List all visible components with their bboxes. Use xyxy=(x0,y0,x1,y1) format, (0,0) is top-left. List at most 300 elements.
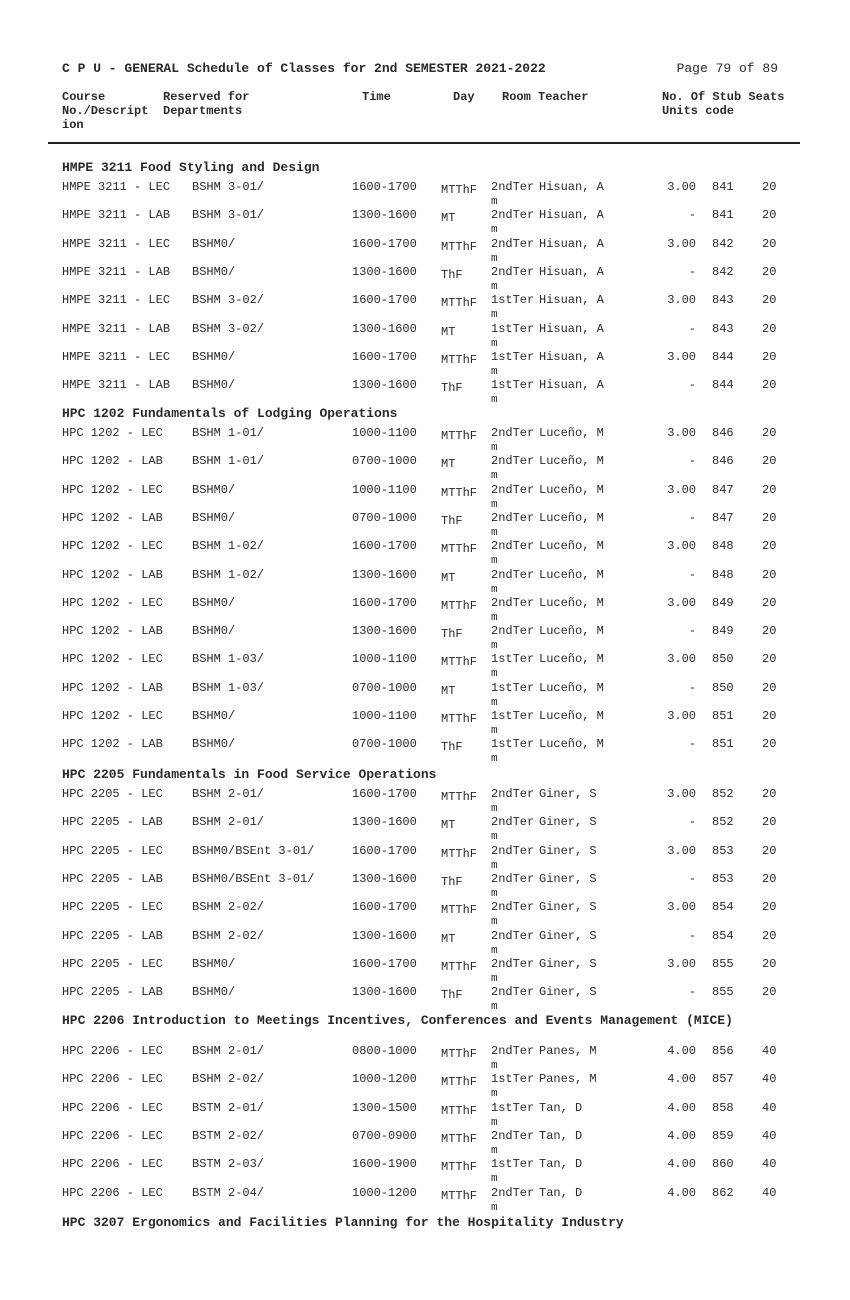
day-cell: ThF xyxy=(441,627,463,641)
units-cell: - xyxy=(688,681,696,695)
stub-code-cell: 851 xyxy=(712,737,734,751)
seats-cell: 20 xyxy=(762,350,777,364)
table-row xyxy=(0,787,850,815)
stub-code-cell: 850 xyxy=(712,681,734,695)
course-cell: HPC 1202 - LEC xyxy=(62,652,163,666)
time-cell: 0700-1000 xyxy=(352,737,417,751)
course-cell: HPC 1202 - LAB xyxy=(62,454,163,468)
stub-code-cell: 855 xyxy=(712,985,734,999)
department-cell: BSHM 1-03/ xyxy=(192,681,265,695)
teacher-overflow-cell: m xyxy=(491,224,498,236)
course-cell: HMPE 3211 - LEC xyxy=(62,237,171,251)
teacher-overflow-cell: m xyxy=(491,1001,498,1013)
room-cell: 2ndTer xyxy=(491,872,535,886)
day-cell: MTThF xyxy=(441,1047,478,1061)
teacher-cell: Hisuan, A xyxy=(539,265,604,279)
teacher-cell: Hisuan, A xyxy=(539,208,604,222)
course-cell: HPC 2205 - LAB xyxy=(62,929,163,943)
room-cell: 2ndTer xyxy=(491,1186,535,1200)
stub-code-cell: 841 xyxy=(712,208,734,222)
department-cell: BSHM0/ xyxy=(192,624,236,638)
day-cell: MT xyxy=(441,818,456,832)
stub-code-cell: 848 xyxy=(712,568,734,582)
teacher-cell: Hisuan, A xyxy=(539,322,604,336)
stub-code-cell: 842 xyxy=(712,237,734,251)
units-cell: 3.00 xyxy=(667,180,696,194)
seats-cell: 20 xyxy=(762,454,777,468)
teacher-overflow-cell: m xyxy=(491,697,498,709)
teacher-overflow-cell: m xyxy=(491,196,498,208)
stub-code-cell: 853 xyxy=(712,844,734,858)
day-cell: MTThF xyxy=(441,655,478,669)
units-cell: 3.00 xyxy=(667,652,696,666)
room-cell: 2ndTer xyxy=(491,180,535,194)
course-cell: HPC 1202 - LAB xyxy=(62,681,163,695)
course-cell: HPC 2206 - LEC xyxy=(62,1044,163,1058)
course-cell: HPC 2206 - LEC xyxy=(62,1186,163,1200)
stub-code-cell: 853 xyxy=(712,872,734,886)
day-cell: ThF xyxy=(441,988,463,1002)
units-cell: 3.00 xyxy=(667,844,696,858)
teacher-overflow-cell: m xyxy=(491,470,498,482)
stub-code-cell: 854 xyxy=(712,929,734,943)
table-row xyxy=(0,900,850,928)
column-header-course: Course No./Descript ion xyxy=(62,90,149,132)
units-cell: 3.00 xyxy=(667,426,696,440)
time-cell: 1600-1700 xyxy=(352,350,417,364)
units-cell: - xyxy=(688,568,696,582)
room-cell: 2ndTer xyxy=(491,596,535,610)
room-cell: 2ndTer xyxy=(491,624,535,638)
teacher-overflow-cell: m xyxy=(491,945,498,957)
table-row xyxy=(0,1101,850,1129)
course-cell: HPC 1202 - LEC xyxy=(62,426,163,440)
time-cell: 1600-1700 xyxy=(352,237,417,251)
room-cell: 2ndTer xyxy=(491,237,535,251)
room-cell: 1stTer xyxy=(491,1101,535,1115)
time-cell: 1600-1700 xyxy=(352,180,417,194)
day-cell: MTThF xyxy=(441,240,478,254)
units-cell: 3.00 xyxy=(667,237,696,251)
stub-code-cell: 859 xyxy=(712,1129,734,1143)
room-cell: 1stTer xyxy=(491,652,535,666)
day-cell: ThF xyxy=(441,740,463,754)
table-row xyxy=(0,265,850,293)
table-row xyxy=(0,652,850,680)
table-row xyxy=(0,815,850,843)
department-cell: BSHM0/ xyxy=(192,957,236,971)
teacher-overflow-cell: m xyxy=(491,527,498,539)
table-row xyxy=(0,539,850,567)
table-row xyxy=(0,483,850,511)
stub-code-cell: 852 xyxy=(712,815,734,829)
teacher-cell: Giner, S xyxy=(539,957,597,971)
teacher-overflow-cell: m xyxy=(491,1088,498,1100)
seats-cell: 20 xyxy=(762,596,777,610)
teacher-overflow-cell: m xyxy=(491,499,498,511)
department-cell: BSHM0/BSEnt 3-01/ xyxy=(192,872,315,886)
teacher-cell: Hisuan, A xyxy=(539,180,604,194)
seats-cell: 20 xyxy=(762,237,777,251)
teacher-cell: Luceño, M xyxy=(539,454,604,468)
table-row xyxy=(0,1072,850,1100)
time-cell: 1300-1600 xyxy=(352,378,417,392)
day-cell: MTThF xyxy=(441,599,478,613)
teacher-overflow-cell: m xyxy=(491,555,498,567)
day-cell: MT xyxy=(441,571,456,585)
table-row xyxy=(0,844,850,872)
units-cell: 4.00 xyxy=(667,1129,696,1143)
teacher-overflow-cell: m xyxy=(491,338,498,350)
seats-cell: 20 xyxy=(762,815,777,829)
time-cell: 1300-1600 xyxy=(352,815,417,829)
seats-cell: 20 xyxy=(762,957,777,971)
day-cell: MTThF xyxy=(441,712,478,726)
column-header-reserved: Reserved for Departments xyxy=(163,90,250,118)
seats-cell: 40 xyxy=(762,1157,777,1171)
day-cell: MT xyxy=(441,211,456,225)
table-row xyxy=(0,293,850,321)
table-row xyxy=(0,322,850,350)
stub-code-cell: 846 xyxy=(712,426,734,440)
teacher-cell: Giner, S xyxy=(539,815,597,829)
seats-cell: 20 xyxy=(762,929,777,943)
department-cell: BSTM 2-01/ xyxy=(192,1101,265,1115)
time-cell: 1600-1700 xyxy=(352,596,417,610)
day-cell: MT xyxy=(441,325,456,339)
time-cell: 1300-1600 xyxy=(352,322,417,336)
course-cell: HPC 2205 - LEC xyxy=(62,844,163,858)
room-cell: 2ndTer xyxy=(491,844,535,858)
teacher-cell: Hisuan, A xyxy=(539,237,604,251)
seats-cell: 40 xyxy=(762,1186,777,1200)
stub-code-cell: 851 xyxy=(712,709,734,723)
course-cell: HMPE 3211 - LAB xyxy=(62,322,171,336)
units-cell: 4.00 xyxy=(667,1186,696,1200)
teacher-cell: Luceño, M xyxy=(539,568,604,582)
course-cell: HPC 1202 - LAB xyxy=(62,511,163,525)
teacher-overflow-cell: m xyxy=(491,1173,498,1185)
table-row xyxy=(0,872,850,900)
seats-cell: 20 xyxy=(762,709,777,723)
time-cell: 1600-1700 xyxy=(352,957,417,971)
table-row xyxy=(0,511,850,539)
units-cell: 3.00 xyxy=(667,709,696,723)
teacher-overflow-cell: m xyxy=(491,640,498,652)
teacher-overflow-cell: m xyxy=(491,1202,498,1214)
stub-code-cell: 854 xyxy=(712,900,734,914)
day-cell: MTThF xyxy=(441,353,478,367)
time-cell: 1300-1500 xyxy=(352,1101,417,1115)
header-divider xyxy=(48,142,800,144)
units-cell: 3.00 xyxy=(667,787,696,801)
time-cell: 0800-1000 xyxy=(352,1044,417,1058)
course-cell: HPC 2206 - LEC xyxy=(62,1129,163,1143)
teacher-cell: Giner, S xyxy=(539,985,597,999)
table-row xyxy=(0,709,850,737)
room-cell: 2ndTer xyxy=(491,787,535,801)
day-cell: MTThF xyxy=(441,847,478,861)
department-cell: BSHM 1-01/ xyxy=(192,454,265,468)
course-cell: HPC 2205 - LAB xyxy=(62,985,163,999)
day-cell: ThF xyxy=(441,381,463,395)
time-cell: 1300-1600 xyxy=(352,265,417,279)
teacher-overflow-cell: m xyxy=(491,831,498,843)
time-cell: 1300-1600 xyxy=(352,985,417,999)
course-cell: HMPE 3211 - LAB xyxy=(62,378,171,392)
course-cell: HMPE 3211 - LAB xyxy=(62,208,171,222)
room-cell: 1stTer xyxy=(491,1157,535,1171)
department-cell: BSTM 2-03/ xyxy=(192,1157,265,1171)
department-cell: BSHM0/ xyxy=(192,350,236,364)
section-title: HPC 2205 Fundamentals in Food Service Operations xyxy=(62,767,437,782)
room-cell: 2ndTer xyxy=(491,265,535,279)
table-row xyxy=(0,350,850,378)
teacher-overflow-cell: m xyxy=(491,394,498,406)
department-cell: BSTM 2-04/ xyxy=(192,1186,265,1200)
department-cell: BSHM 3-02/ xyxy=(192,322,265,336)
teacher-cell: Hisuan, A xyxy=(539,293,604,307)
table-row xyxy=(0,568,850,596)
units-cell: - xyxy=(688,265,696,279)
seats-cell: 20 xyxy=(762,681,777,695)
room-cell: 2ndTer xyxy=(491,815,535,829)
room-cell: 2ndTer xyxy=(491,539,535,553)
seats-cell: 40 xyxy=(762,1044,777,1058)
teacher-overflow-cell: m xyxy=(491,442,498,454)
day-cell: MTThF xyxy=(441,429,478,443)
room-cell: 2ndTer xyxy=(491,454,535,468)
page-header xyxy=(62,61,778,77)
department-cell: BSHM 2-01/ xyxy=(192,787,265,801)
time-cell: 1000-1200 xyxy=(352,1072,417,1086)
units-cell: - xyxy=(688,815,696,829)
seats-cell: 40 xyxy=(762,1101,777,1115)
teacher-cell: Luceño, M xyxy=(539,681,604,695)
seats-cell: 20 xyxy=(762,511,777,525)
day-cell: MTThF xyxy=(441,486,478,500)
seats-cell: 20 xyxy=(762,985,777,999)
department-cell: BSHM 1-02/ xyxy=(192,539,265,553)
teacher-cell: Hisuan, A xyxy=(539,378,604,392)
seats-cell: 40 xyxy=(762,1072,777,1086)
day-cell: MTThF xyxy=(441,903,478,917)
department-cell: BSHM 2-02/ xyxy=(192,900,265,914)
course-cell: HPC 2205 - LAB xyxy=(62,815,163,829)
stub-code-cell: 841 xyxy=(712,180,734,194)
day-cell: MTThF xyxy=(441,960,478,974)
section-title: HMPE 3211 Food Styling and Design xyxy=(62,160,320,175)
table-row xyxy=(0,1157,850,1185)
teacher-cell: Luceño, M xyxy=(539,624,604,638)
seats-cell: 20 xyxy=(762,208,777,222)
teacher-overflow-cell: m xyxy=(491,803,498,815)
department-cell: BSHM 3-02/ xyxy=(192,293,265,307)
stub-code-cell: 855 xyxy=(712,957,734,971)
course-cell: HPC 2206 - LEC xyxy=(62,1072,163,1086)
room-cell: 1stTer xyxy=(491,681,535,695)
room-cell: 1stTer xyxy=(491,350,535,364)
units-cell: - xyxy=(688,985,696,999)
seats-cell: 40 xyxy=(762,1129,777,1143)
day-cell: MTThF xyxy=(441,542,478,556)
time-cell: 0700-1000 xyxy=(352,511,417,525)
stub-code-cell: 849 xyxy=(712,624,734,638)
seats-cell: 20 xyxy=(762,322,777,336)
department-cell: BSHM 2-02/ xyxy=(192,929,265,943)
table-row xyxy=(0,929,850,957)
room-cell: 1stTer xyxy=(491,737,535,751)
room-cell: 2ndTer xyxy=(491,208,535,222)
teacher-overflow-cell: m xyxy=(491,916,498,928)
time-cell: 1600-1700 xyxy=(352,539,417,553)
teacher-overflow-cell: m xyxy=(491,584,498,596)
table-row xyxy=(0,1044,850,1072)
stub-code-cell: 843 xyxy=(712,293,734,307)
teacher-overflow-cell: m xyxy=(491,1117,498,1129)
table-row xyxy=(0,681,850,709)
table-row xyxy=(0,426,850,454)
room-cell: 1stTer xyxy=(491,322,535,336)
course-cell: HPC 1202 - LEC xyxy=(62,483,163,497)
day-cell: MTThF xyxy=(441,1189,478,1203)
room-cell: 2ndTer xyxy=(491,568,535,582)
stub-code-cell: 850 xyxy=(712,652,734,666)
table-row xyxy=(0,957,850,985)
teacher-cell: Giner, S xyxy=(539,929,597,943)
course-cell: HMPE 3211 - LEC xyxy=(62,293,171,307)
course-cell: HPC 2205 - LEC xyxy=(62,787,163,801)
teacher-overflow-cell: m xyxy=(491,753,498,765)
teacher-cell: Luceño, M xyxy=(539,709,604,723)
department-cell: BSHM0/ xyxy=(192,378,236,392)
teacher-overflow-cell: m xyxy=(491,366,498,378)
teacher-cell: Luceño, M xyxy=(539,483,604,497)
time-cell: 1000-1100 xyxy=(352,426,417,440)
units-cell: 4.00 xyxy=(667,1044,696,1058)
table-row xyxy=(0,985,850,1013)
time-cell: 1600-1900 xyxy=(352,1157,417,1171)
units-cell: 3.00 xyxy=(667,539,696,553)
units-cell: - xyxy=(688,929,696,943)
department-cell: BSHM0/BSEnt 3-01/ xyxy=(192,844,315,858)
department-cell: BSHM 3-01/ xyxy=(192,208,265,222)
room-cell: 1stTer xyxy=(491,1072,535,1086)
teacher-cell: Giner, S xyxy=(539,844,597,858)
table-row xyxy=(0,1186,850,1214)
teacher-overflow-cell: m xyxy=(491,281,498,293)
department-cell: BSHM0/ xyxy=(192,737,236,751)
stub-code-cell: 844 xyxy=(712,350,734,364)
seats-cell: 20 xyxy=(762,844,777,858)
course-cell: HPC 1202 - LEC xyxy=(62,709,163,723)
stub-code-cell: 844 xyxy=(712,378,734,392)
teacher-cell: Giner, S xyxy=(539,872,597,886)
course-cell: HPC 1202 - LAB xyxy=(62,624,163,638)
department-cell: BSHM 1-03/ xyxy=(192,652,265,666)
seats-cell: 20 xyxy=(762,180,777,194)
room-cell: 1stTer xyxy=(491,293,535,307)
department-cell: BSHM0/ xyxy=(192,709,236,723)
seats-cell: 20 xyxy=(762,568,777,582)
units-cell: 4.00 xyxy=(667,1072,696,1086)
department-cell: BSHM0/ xyxy=(192,483,236,497)
teacher-cell: Luceño, M xyxy=(539,737,604,751)
section-title: HPC 1202 Fundamentals of Lodging Operations xyxy=(62,406,398,421)
course-cell: HPC 2206 - LEC xyxy=(62,1157,163,1171)
teacher-cell: Luceño, M xyxy=(539,511,604,525)
stub-code-cell: 843 xyxy=(712,322,734,336)
department-cell: BSHM 1-01/ xyxy=(192,426,265,440)
course-cell: HPC 2205 - LAB xyxy=(62,872,163,886)
day-cell: MT xyxy=(441,932,456,946)
column-header-room-teacher: Room Teacher xyxy=(502,90,589,104)
department-cell: BSHM 2-01/ xyxy=(192,1044,265,1058)
teacher-cell: Panes, M xyxy=(539,1072,597,1086)
time-cell: 0700-1000 xyxy=(352,681,417,695)
page-number: Page 79 of 89 xyxy=(676,61,778,76)
column-header-time: Time xyxy=(362,90,391,104)
stub-code-cell: 858 xyxy=(712,1101,734,1115)
seats-cell: 20 xyxy=(762,539,777,553)
room-cell: 2ndTer xyxy=(491,483,535,497)
time-cell: 1600-1700 xyxy=(352,293,417,307)
teacher-cell: Giner, S xyxy=(539,900,597,914)
table-row xyxy=(0,208,850,236)
day-cell: MTThF xyxy=(441,296,478,310)
seats-cell: 20 xyxy=(762,378,777,392)
seats-cell: 20 xyxy=(762,265,777,279)
department-cell: BSHM0/ xyxy=(192,265,236,279)
time-cell: 1000-1200 xyxy=(352,1186,417,1200)
teacher-cell: Luceño, M xyxy=(539,426,604,440)
stub-code-cell: 847 xyxy=(712,511,734,525)
time-cell: 1600-1700 xyxy=(352,844,417,858)
stub-code-cell: 848 xyxy=(712,539,734,553)
stub-code-cell: 846 xyxy=(712,454,734,468)
teacher-overflow-cell: m xyxy=(491,612,498,624)
time-cell: 0700-0900 xyxy=(352,1129,417,1143)
day-cell: MTThF xyxy=(441,1075,478,1089)
day-cell: MTThF xyxy=(441,183,478,197)
column-header-day: Day xyxy=(453,90,475,104)
stub-code-cell: 862 xyxy=(712,1186,734,1200)
document-title: C P U - GENERAL Schedule of Classes for 2nd SEMESTER 2021-2022 xyxy=(62,61,546,76)
room-cell: 2ndTer xyxy=(491,900,535,914)
table-row xyxy=(0,624,850,652)
time-cell: 1600-1700 xyxy=(352,900,417,914)
teacher-cell: Panes, M xyxy=(539,1044,597,1058)
day-cell: MTThF xyxy=(441,790,478,804)
table-row xyxy=(0,596,850,624)
table-row xyxy=(0,1129,850,1157)
stub-code-cell: 852 xyxy=(712,787,734,801)
stub-code-cell: 847 xyxy=(712,483,734,497)
teacher-cell: Giner, S xyxy=(539,787,597,801)
room-cell: 2ndTer xyxy=(491,426,535,440)
course-cell: HPC 2205 - LEC xyxy=(62,957,163,971)
section-title: HPC 2206 Introduction to Meetings Incentives, Conferences and Events Management (MICE) xyxy=(62,1013,733,1028)
day-cell: MT xyxy=(441,457,456,471)
course-cell: HPC 1202 - LEC xyxy=(62,539,163,553)
department-cell: BSHM0/ xyxy=(192,237,236,251)
time-cell: 1000-1100 xyxy=(352,483,417,497)
time-cell: 0700-1000 xyxy=(352,454,417,468)
units-cell: 3.00 xyxy=(667,957,696,971)
time-cell: 1300-1600 xyxy=(352,872,417,886)
department-cell: BSHM 2-01/ xyxy=(192,815,265,829)
course-cell: HMPE 3211 - LAB xyxy=(62,265,171,279)
